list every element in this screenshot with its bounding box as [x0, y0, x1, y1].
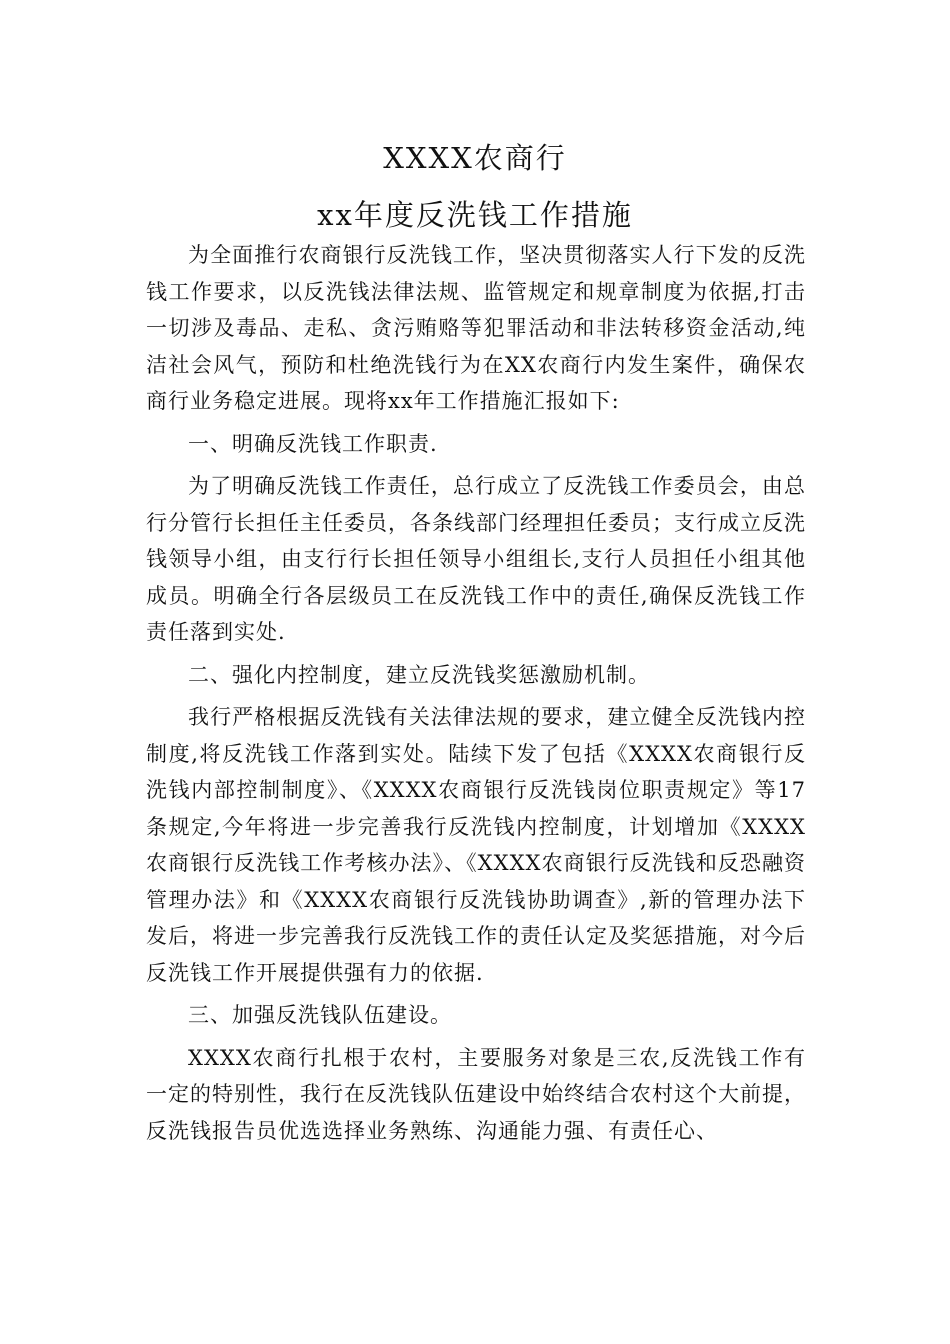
section-heading-2: 二、强化内控制度，建立反洗钱奖惩激励机制。	[188, 662, 650, 687]
section-heading-1: 一、明确反洗钱工作职责.	[188, 431, 438, 456]
document-subtitle: xx年度反洗钱工作措施	[317, 198, 633, 232]
intro-paragraph: 为全面推行农商银行反洗钱工作，坚决贯彻落实人行下发的反洗钱工作要求，以反洗钱法律法规、监管规定和规章制度为依据,打击一切涉及毒品、走私、贪污贿赂等犯罪活动和非法转移资金活动,纯洁社会风气，预防和杜绝洗钱行为在XX农商行内发生案件，确保农商行业务稳定进展。现将xx年工作措施汇报如下:	[146, 243, 806, 413]
document-body	[146, 237, 806, 1149]
section-body-1: 为了明确反洗钱工作责任，总行成立了反洗钱工作委员会，由总行分管行长担任主任委员，各条线部门经理担任委员；支行成立反洗钱领导小组，由支行行长担任领导小组组长,支行人员担任小组其他成员。明确全行各层级员工在反洗钱工作中的责任,确保反洗钱工作责任落到实处.	[146, 474, 806, 644]
section-heading-3: 三、加强反洗钱队伍建设。	[188, 1003, 452, 1027]
document-title: XXXX农商行	[383, 141, 567, 175]
section-body-3: XXXX农商行扎根于农村，主要服务对象是三农,反洗钱工作有一定的特别性，我行在反洗钱队伍建设中始终结合农村这个大前提，反洗钱报告员优选选择业务熟练、沟通能力强、有责任心、	[146, 1045, 806, 1143]
section-body-2: 我行严格根据反洗钱有关法律法规的要求，建立健全反洗钱内控制度,将反洗钱工作落到实处。陆续下发了包括《XXXX农商银行反洗钱内部控制制度》、《XXXX农商银行反洗钱岗位职责规定》等17条规定,今年将进一步完善我行反洗钱内控制度，计划增加《XXXX农商银行反洗钱工作考核办法》、《XXXX农商银行反洗钱和反恐融资管理办法》和《XXXX农商银行反洗钱协助调查》,新的管理办法下发后，将进一步完善我行反洗钱工作的责任认定及奖惩措施，对今后反洗钱工作开展提供强有力的依据.	[146, 705, 806, 985]
